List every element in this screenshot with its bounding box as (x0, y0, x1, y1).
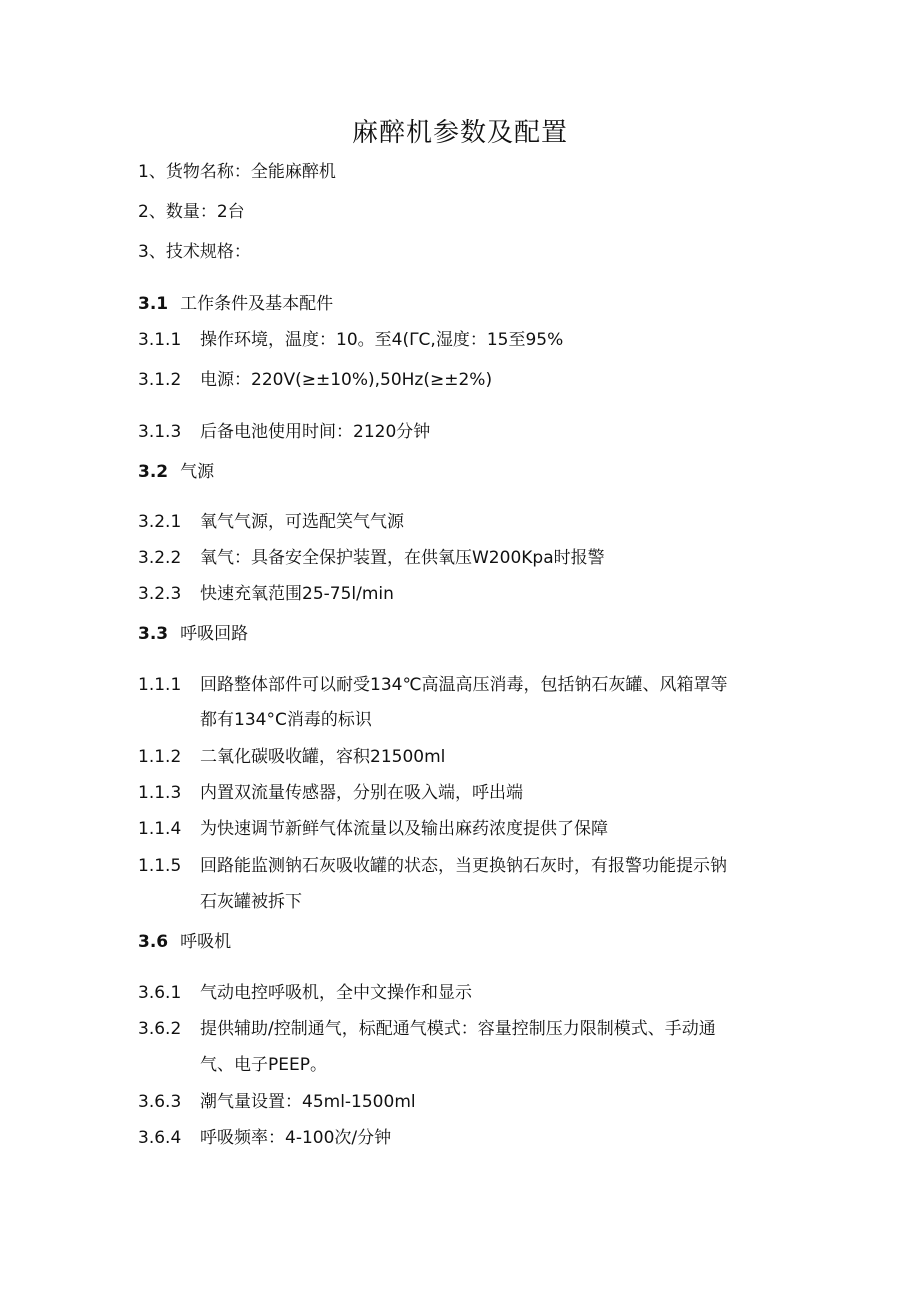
section-number: 3.3 (138, 624, 169, 644)
item-number: 3.6.2 (138, 1019, 182, 1039)
item-text: 呼吸频率：4-100次/分钟 (200, 1128, 392, 1148)
list-item-1-1-1 (138, 673, 728, 697)
item-number: 1.1.4 (138, 819, 182, 839)
section-heading-3-1 (138, 292, 333, 316)
item-number: 3.2.1 (138, 512, 182, 532)
item-text: 回路整体部件可以耐受134℃高温高压消毒，包括钠石灰罐、风箱罩等 (200, 675, 728, 695)
item-number: 1.1.5 (138, 856, 182, 876)
item-text: 提供辅助/控制通气，标配通气模式：容量控制压力限制模式、手动通 (200, 1019, 716, 1039)
list-item-3-1-3 (138, 420, 430, 444)
section-heading-3-3 (138, 622, 248, 646)
item-number: 1.1.1 (138, 675, 182, 695)
item-text: 快速充氧范围25-75l/min (200, 584, 394, 604)
section-number: 3.6 (138, 932, 169, 952)
item-number: 3.6.3 (138, 1092, 182, 1112)
section-number: 3.1 (138, 294, 169, 314)
item-text: 潮气量设置：45ml-1500ml (200, 1092, 416, 1112)
list-item-1-1-2 (138, 745, 445, 769)
section-title: 呼吸机 (180, 932, 232, 952)
item-number: 3.6.1 (138, 983, 182, 1003)
item-text: 氧气：具备安全保护装置，在供氧压W200Kpa时报警 (200, 548, 605, 568)
item-number: 3.2.2 (138, 548, 182, 568)
item-number: 1.1.3 (138, 783, 182, 803)
list-item-3-6-3 (138, 1090, 416, 1114)
item-text: 电源：220V(≥±10%),50Hz(≥±2%) (200, 370, 493, 390)
item-number: 1.1.2 (138, 747, 182, 767)
section-title: 气源 (180, 462, 215, 482)
intro-line-2: 2、数量：2台 (138, 202, 245, 222)
section-heading-3-6 (138, 930, 231, 954)
item-number: 3.6.4 (138, 1128, 182, 1148)
section-title: 呼吸回路 (180, 624, 249, 644)
item-text: 后备电池使用时间：2120分钟 (200, 422, 431, 442)
list-item-3-2-3 (138, 582, 394, 606)
intro-line-1: 1、货物名称：全能麻醉机 (138, 162, 336, 182)
list-item-3-1-2 (138, 368, 492, 392)
item-number: 3.1.3 (138, 422, 182, 442)
page-title: 麻醉机参数及配置 (351, 118, 568, 148)
item-continuation: 气、电子PEEP。 (200, 1055, 327, 1075)
item-number: 3.1.2 (138, 370, 182, 390)
list-item-1-1-3 (138, 781, 523, 805)
list-item-3-2-1 (138, 510, 404, 534)
section-title: 工作条件及基本配件 (180, 294, 334, 314)
list-item-3-6-2 (138, 1017, 716, 1041)
item-number: 3.1.1 (138, 330, 182, 350)
item-text: 操作环境，温度：10。至4(ΓC,湿度：15至95% (200, 330, 564, 350)
list-item-1-1-4 (138, 817, 608, 841)
item-text: 气动电控呼吸机，全中文操作和显示 (200, 983, 472, 1003)
item-number: 3.2.3 (138, 584, 182, 604)
section-number: 3.2 (138, 462, 169, 482)
item-text: 回路能监测钠石灰吸收罐的状态，当更换钠石灰时，有报警功能提示钠 (200, 856, 727, 876)
list-item-1-1-5 (138, 854, 727, 878)
list-item-3-2-2 (138, 546, 605, 570)
item-continuation: 石灰罐被拆下 (200, 892, 302, 912)
item-text: 二氧化碳吸收罐，容积21500ml (200, 747, 446, 767)
item-text: 内置双流量传感器，分别在吸入端，呼出端 (200, 783, 523, 803)
list-item-3-6-1 (138, 981, 472, 1005)
item-text: 为快速调节新鲜气体流量以及输出麻药浓度提供了保障 (200, 819, 608, 839)
intro-line-3: 3、技术规格： (138, 242, 251, 262)
item-text: 氧气气源，可选配笑气气源 (200, 512, 404, 532)
list-item-3-6-4 (138, 1126, 391, 1150)
list-item-3-1-1 (138, 328, 563, 352)
item-continuation: 都有134°C消毒的标识 (200, 710, 372, 730)
section-heading-3-2 (138, 460, 214, 484)
